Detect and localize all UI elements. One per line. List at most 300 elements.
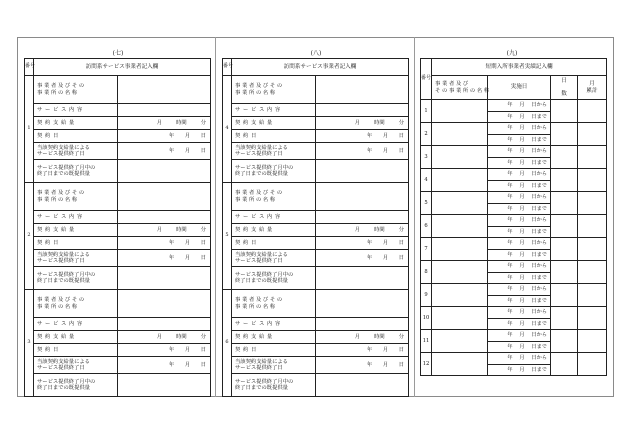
provider-name-value[interactable] [316,290,409,318]
label-line: 事 業 者 及 び そ の [235,83,283,90]
stay-date-from[interactable] [488,215,551,227]
service-content-value[interactable] [118,211,211,224]
stay-number [421,169,432,192]
stay-number [421,261,432,284]
service-content-label [34,318,118,331]
stay-row [421,261,607,273]
entry-number [25,183,34,290]
stay-date-from[interactable] [488,261,551,273]
stay-number [421,238,432,261]
stay-row [421,123,607,135]
provider-name-label [34,183,118,211]
stay-total-value[interactable] [578,192,607,215]
stay-row [421,238,607,250]
service-content-label [232,104,316,117]
service-content-value[interactable] [118,318,211,331]
stay-date-from[interactable] [488,238,551,250]
stay-date-from[interactable] [488,192,551,204]
date-to-text: 年 月 日まで [507,228,547,235]
stay-days-value[interactable] [551,146,578,169]
used-amount-label [34,374,118,397]
date-units: 年 月 日 [366,254,405,261]
stay-days-value[interactable] [551,192,578,215]
service-content-row [223,104,409,117]
col-text: 事 業 者 及 び [435,81,469,88]
label-line: 終了日までの既提供量 [37,171,90,177]
label-line: サービス提供終了月中の [235,378,294,385]
label-line: 事 業 所 の 名 称 [37,89,78,96]
stay-date-from[interactable] [488,146,551,158]
stay-total-value[interactable] [578,353,607,376]
provider-name-label [34,290,118,318]
date-from-text: 年 月 日から [507,240,547,247]
label-line: サービス提供終了月中の [37,164,96,171]
date-to-text: 年 月 日まで [507,251,547,258]
label-line: 当該契約支給量による [235,358,288,365]
contract-amount-label [232,117,316,130]
contract-date-label [232,344,316,357]
stay-date-from[interactable] [488,284,551,296]
stay-date-from[interactable] [488,100,551,112]
contract-date-value[interactable] [316,130,409,143]
entry-number [223,183,232,290]
end-date-row [223,357,409,374]
unit-month: 月 [354,119,361,126]
stay-number-text: 12 [422,360,430,367]
contract-amount-row [25,224,211,237]
date-to-text: 年 月 日まで [507,205,547,212]
label-line: サービス提供終了月中の [235,271,294,278]
label-line: 事 業 者 及 び そ の [235,190,283,197]
stay-date-from[interactable] [488,169,551,181]
label-line: サービス提供終了日 [37,258,85,264]
end-date-label [34,357,118,374]
used-amount-label [34,267,118,290]
used-amount-value[interactable] [118,160,211,183]
provider-name-row [25,76,211,104]
stay-number-text: 1 [424,107,428,114]
stay-number-text: 7 [424,245,428,252]
stay-row [421,146,607,158]
stay-total-value[interactable] [578,169,607,192]
stay-date-to[interactable] [488,134,551,146]
stay-days-value[interactable] [551,353,578,376]
stay-number [421,330,432,353]
contract-amount-row [25,117,211,130]
entry-number-text: 1 [27,125,31,132]
label-line: 当該契約支給量による [235,144,288,151]
end-date-row [25,250,211,267]
service-content-row [25,104,211,117]
stay-total-value[interactable] [578,238,607,261]
col-provider [432,76,488,100]
contract-date-label [232,237,316,250]
date-units: 年 月 日 [366,239,405,246]
stay-provider-value[interactable] [432,284,488,307]
entry-number-text: 3 [27,339,31,346]
contract-date-value[interactable] [118,130,211,143]
provider-name-value[interactable] [316,76,409,104]
date-units: 年 月 日 [168,132,207,139]
label-text: サ ー ビ ス 内 容 [37,106,83,113]
date-from-text: 年 月 日から [507,309,547,316]
contract-amount-label [232,331,316,344]
stay-date-from[interactable] [488,307,551,319]
stay-number [421,307,432,330]
date-from-text: 年 月 日から [507,263,547,270]
label-line: サービス提供終了月中の [235,164,294,171]
label-text: 契 約 日 [235,346,257,353]
stay-provider-value[interactable] [432,123,488,146]
stay-date-from[interactable] [488,123,551,135]
contract-amount-value[interactable] [316,117,409,130]
label-line: 事 業 者 及 び そ の [37,83,85,90]
contract-amount-value[interactable] [316,331,409,344]
label-text: 契 約 日 [235,239,257,246]
date-from-text: 年 月 日から [507,217,547,224]
stay-days-value[interactable] [551,123,578,146]
label-line: 事 業 者 及 び そ の [37,297,85,304]
stay-total-value[interactable] [578,146,607,169]
unit-hours: 時間 [374,333,385,340]
stay-row [421,192,607,204]
stay-date-to[interactable] [488,180,551,192]
col-text: 月 [589,81,595,88]
col-date [488,76,551,100]
contract-amount-label [34,117,118,130]
service-content-row [25,211,211,224]
provider-name-value[interactable] [118,290,211,318]
contract-amount-label [34,224,118,237]
stay-date-to[interactable] [488,226,551,238]
date-to-text: 年 月 日まで [507,136,547,143]
label-line: 終了日までの既提供量 [37,385,90,391]
date-units: 年 月 日 [168,361,207,368]
header-title-text: 短期入所事業者実績記入欄 [485,63,553,70]
stay-number [421,215,432,238]
stay-number-text: 6 [424,222,428,229]
label-line: 終了日までの既提供量 [37,278,90,284]
label-line: 終了日までの既提供量 [235,385,288,391]
end-date-row [25,357,211,374]
stay-provider-value[interactable] [432,215,488,238]
provider-name-value[interactable] [118,76,211,104]
col-text: 実施日 [510,84,528,91]
stay-days-value[interactable] [551,215,578,238]
label-text: 契 約 支 給 量 [37,333,75,340]
label-line: サービス提供終了月中の [37,378,96,385]
unit-hours: 時間 [176,226,187,233]
end-date-value[interactable] [118,143,211,160]
stay-total-value[interactable] [578,123,607,146]
contract-date-value[interactable] [316,344,409,357]
unit-month: 月 [354,333,361,340]
label-line: 事 業 所 の 名 称 [37,196,78,203]
stay-provider-value[interactable] [432,238,488,261]
header-no-text: 番号 [25,63,36,70]
used-amount-row [25,160,211,183]
header-row [25,59,211,76]
date-from-text: 年 月 日から [507,102,547,109]
short-stay-table [420,58,607,376]
header-title-text: 訪問系サービス事業者記入欄 [85,63,159,70]
provider-name-value[interactable] [316,183,409,211]
label-line: サービス提供終了日 [235,258,283,264]
label-line: 終了日までの既提供量 [235,171,288,177]
col-text: 累計 [586,87,598,94]
entry-number-text: 2 [27,232,31,239]
stay-provider-value[interactable] [432,169,488,192]
entry-number-text: 6 [225,339,229,346]
contract-amount-row [223,331,409,344]
header-no [25,59,34,76]
service-content-value[interactable] [118,104,211,117]
contract-date-label [34,237,118,250]
date-to-text: 年 月 日まで [507,320,547,327]
label-line: サービス提供終了日 [235,365,283,371]
stay-days-value[interactable] [551,100,578,123]
service-content-label [232,318,316,331]
date-units: 年 月 日 [366,346,405,353]
service-provider-table-8 [222,58,409,397]
provider-name-value[interactable] [118,183,211,211]
stay-row [421,353,607,365]
contract-date-value[interactable] [118,344,211,357]
label-text: サ ー ビ ス 内 容 [235,213,281,220]
stay-date-from[interactable] [488,330,551,342]
stay-date-from[interactable] [488,353,551,365]
stay-provider-value[interactable] [432,330,488,353]
stay-total-value[interactable] [578,330,607,353]
date-to-text: 年 月 日まで [507,159,547,166]
stay-date-to[interactable] [488,157,551,169]
unit-month: 月 [156,333,163,340]
stay-row [421,284,607,296]
panel-label: (八) [310,50,322,57]
header-row [223,59,409,76]
provider-name-row [223,183,409,211]
used-amount-row [25,267,211,290]
stay-number-text: 8 [424,268,428,275]
service-content-row [25,318,211,331]
panel-label: (九) [506,50,518,57]
date-units: 年 月 日 [366,361,405,368]
contract-date-row [223,344,409,357]
header-title [232,59,409,76]
provider-name-label [232,183,316,211]
stay-days-value[interactable] [551,238,578,261]
label-text: サ ー ビ ス 内 容 [235,320,281,327]
provider-name-row [223,290,409,318]
date-from-text: 年 月 日から [507,125,547,132]
used-amount-value[interactable] [118,267,211,290]
contract-amount-value[interactable] [118,331,211,344]
column-header-row [421,76,607,100]
unit-month: 月 [156,119,163,126]
service-content-label [34,104,118,117]
stay-row [421,169,607,181]
entry-number-text: 4 [225,125,229,132]
date-to-text: 年 月 日まで [507,274,547,281]
label-line: 当該契約支給量による [37,251,90,258]
stay-number [421,353,432,376]
col-text: そ の 事 業 所 の 名 称 [435,87,490,94]
stay-row [421,307,607,319]
stay-total-value[interactable] [578,100,607,123]
stay-provider-value[interactable] [432,100,488,123]
stay-provider-value[interactable] [432,192,488,215]
stay-total-value[interactable] [578,215,607,238]
stay-date-to[interactable] [488,111,551,123]
stay-date-to[interactable] [488,364,551,376]
unit-hours: 時間 [374,119,385,126]
date-to-text: 年 月 日まで [507,297,547,304]
header-no-text: 番号 [223,63,234,70]
used-amount-value[interactable] [118,374,211,397]
stay-total-value[interactable] [578,307,607,330]
label-text: 契 約 支 給 量 [37,226,75,233]
fold-line-1 [215,37,216,397]
unit-minutes: 分 [398,333,405,340]
end-date-value[interactable] [118,250,211,267]
header-title [34,59,211,76]
entry-number-text: 5 [225,232,229,239]
entry-number [223,290,232,397]
stay-row [421,100,607,112]
unit-month: 月 [354,226,361,233]
contract-amount-value[interactable] [316,224,409,237]
date-from-text: 年 月 日から [507,286,547,293]
contract-date-row [223,130,409,143]
stay-provider-value[interactable] [432,353,488,376]
label-line: 終了日までの既提供量 [235,278,288,284]
stay-number-text: 11 [422,337,430,344]
stay-number [421,123,432,146]
label-text: 契 約 日 [235,132,257,139]
label-line: サービス提供終了日 [37,365,85,371]
service-content-value[interactable] [316,211,409,224]
stay-date-to[interactable] [488,295,551,307]
contract-amount-row [223,117,409,130]
label-text: 契 約 日 [37,239,59,246]
end-date-value[interactable] [316,143,409,160]
service-content-value[interactable] [316,318,409,331]
end-date-label [232,357,316,374]
service-content-value[interactable] [316,104,409,117]
contract-amount-row [223,224,409,237]
label-text: サ ー ビ ス 内 容 [37,213,83,220]
used-amount-row [223,160,409,183]
contract-amount-value[interactable] [118,224,211,237]
header-row [421,59,607,76]
unit-hours: 時間 [176,333,187,340]
used-amount-label [232,160,316,183]
stay-days-value[interactable] [551,307,578,330]
date-units: 年 月 日 [366,132,405,139]
label-line: 当該契約支給量による [37,358,90,365]
stay-total-value[interactable] [578,284,607,307]
date-from-text: 年 月 日から [507,148,547,155]
used-amount-value[interactable] [316,267,409,290]
stay-number [421,284,432,307]
contract-date-value[interactable] [316,237,409,250]
stay-days-value[interactable] [551,284,578,307]
unit-minutes: 分 [398,226,405,233]
contract-amount-label [34,331,118,344]
stay-number-text: 10 [422,314,430,321]
unit-hours: 時間 [374,226,385,233]
stay-days-value[interactable] [551,169,578,192]
contract-date-label [34,344,118,357]
date-units: 年 月 日 [168,346,207,353]
contract-date-label [232,130,316,143]
date-to-text: 年 月 日まで [507,366,547,373]
unit-minutes: 分 [200,333,207,340]
stay-days-value[interactable] [551,261,578,284]
service-content-label [34,211,118,224]
provider-name-row [25,183,211,211]
end-date-value[interactable] [316,357,409,374]
end-date-row [223,143,409,160]
label-line: 事 業 所 の 名 称 [235,89,276,96]
stay-number [421,100,432,123]
label-text: サ ー ビ ス 内 容 [235,106,281,113]
end-date-value[interactable] [118,357,211,374]
end-date-value[interactable] [316,250,409,267]
stay-days-value[interactable] [551,330,578,353]
contract-date-value[interactable] [118,237,211,250]
date-from-text: 年 月 日から [507,355,547,362]
contract-date-row [25,344,211,357]
contract-amount-value[interactable] [118,117,211,130]
stay-date-to[interactable] [488,272,551,284]
stay-total-value[interactable] [578,261,607,284]
used-amount-row [25,374,211,397]
stay-date-to[interactable] [488,249,551,261]
used-amount-value[interactable] [316,160,409,183]
stay-provider-value[interactable] [432,307,488,330]
service-content-row [223,211,409,224]
date-from-text: 年 月 日から [507,171,547,178]
entry-number [223,76,232,183]
label-text: 契 約 支 給 量 [235,333,273,340]
stay-date-to[interactable] [488,341,551,353]
date-from-text: 年 月 日から [507,332,547,339]
contract-date-row [25,130,211,143]
stay-date-to[interactable] [488,203,551,215]
stay-number-text: 3 [424,153,428,160]
date-to-text: 年 月 日まで [507,182,547,189]
stay-date-to[interactable] [488,318,551,330]
date-units: 年 月 日 [168,254,207,261]
stay-provider-value[interactable] [432,261,488,284]
used-amount-label [34,160,118,183]
stay-number [421,146,432,169]
end-date-label [34,143,118,160]
label-line: 当該契約支給量による [37,144,90,151]
label-line: サービス提供終了月中の [37,271,96,278]
unit-month: 月 [156,226,163,233]
header-no [223,59,232,76]
stay-provider-value[interactable] [432,146,488,169]
label-line: 事 業 者 及 び そ の [235,297,283,304]
panel-label: (七) [112,50,124,57]
end-date-label [34,250,118,267]
contract-date-label [34,130,118,143]
stay-number-text: 2 [424,130,428,137]
used-amount-value[interactable] [316,374,409,397]
label-line: サービス提供終了日 [37,151,85,157]
